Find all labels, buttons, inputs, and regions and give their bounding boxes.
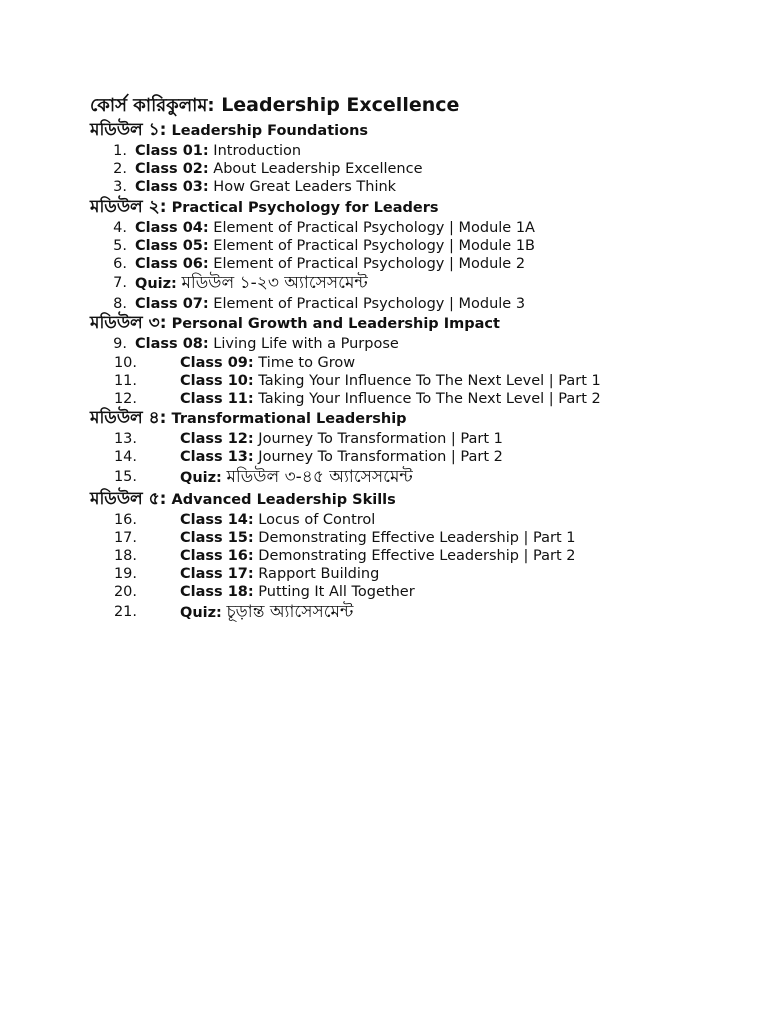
item-number: 11. <box>113 372 137 389</box>
item-number: 13. <box>113 431 137 448</box>
item-label: Class 09: <box>180 354 254 371</box>
item-label: Class 04: <box>135 219 209 236</box>
module-prefix: মডিউল ৩: <box>90 313 167 334</box>
item-text: About Leadership Excellence <box>213 161 423 178</box>
list-item <box>90 448 750 466</box>
item-label: Class 13: <box>180 449 254 466</box>
item-label: Class 10: <box>180 372 254 389</box>
module-section <box>90 313 750 408</box>
item-number: 20. <box>113 584 137 601</box>
item-label: Class 17: <box>180 566 254 583</box>
list-item <box>90 372 750 390</box>
module-heading <box>90 408 750 430</box>
item-number: 2. <box>113 161 127 178</box>
class-list <box>90 430 750 488</box>
list-item <box>90 335 750 353</box>
item-number: 1. <box>113 143 127 159</box>
item-number: 7. <box>113 275 127 292</box>
item-number: 12. <box>113 391 137 408</box>
list-item <box>90 529 750 547</box>
curriculum-document <box>90 94 750 624</box>
list-item <box>90 273 750 295</box>
item-number: 3. <box>113 179 127 196</box>
item-number: 8. <box>113 296 127 313</box>
list-item <box>90 255 750 273</box>
list-item <box>90 178 750 196</box>
module-prefix: মডিউল ৪: <box>90 408 167 429</box>
item-text: Element of Practical Psychology | Module 2 <box>213 256 526 273</box>
item-text: Putting It All Together <box>258 584 415 601</box>
item-text: Demonstrating Effective Leadership | Part 1 <box>258 529 576 546</box>
item-text: How Great Leaders Think <box>213 179 397 196</box>
item-label: Class 12: <box>180 431 254 448</box>
class-list <box>90 511 750 624</box>
item-text: Time to Grow <box>258 354 356 371</box>
module-title: Leadership Foundations <box>171 123 369 139</box>
item-text: Rapport Building <box>258 566 380 583</box>
item-number: 16. <box>113 511 137 528</box>
module-prefix: মডিউল ৫: <box>90 488 167 509</box>
item-label: Class 07: <box>135 296 209 313</box>
list-item <box>90 219 750 237</box>
item-label: Quiz: <box>135 276 177 293</box>
item-text: Element of Practical Psychology | Module 3 <box>213 296 526 313</box>
module-title: Advanced Leadership Skills <box>171 491 396 508</box>
list-item <box>90 511 750 529</box>
item-label: Class 16: <box>180 548 254 565</box>
module-heading <box>90 489 750 511</box>
item-number: 19. <box>113 566 137 583</box>
item-label: Class 01: <box>135 143 209 159</box>
list-item <box>90 354 750 372</box>
item-label: Quiz: <box>180 469 222 486</box>
item-number: 9. <box>113 336 127 353</box>
list-item <box>90 142 750 160</box>
item-label: Class 18: <box>180 584 254 601</box>
list-item <box>90 602 750 624</box>
item-number: 15. <box>113 468 137 485</box>
item-number: 21. <box>113 603 137 620</box>
item-number: 6. <box>113 256 127 273</box>
item-text: চূড়ান্ত অ্যাসেসমেন্ট <box>226 601 354 622</box>
list-item <box>90 295 750 313</box>
item-text: Demonstrating Effective Leadership | Part 2 <box>258 548 576 565</box>
class-list <box>90 335 750 408</box>
item-text: মডিউল ৩-৪৫ অ্যাসেসমেন্ট <box>226 466 413 487</box>
module-prefix: মডিউল ১: <box>90 120 167 140</box>
item-number: 17. <box>113 529 137 546</box>
item-label: Class 08: <box>135 336 209 353</box>
item-number: 4. <box>113 219 127 236</box>
module-list <box>90 120 750 624</box>
module-heading <box>90 313 750 335</box>
list-item <box>90 467 750 489</box>
item-text: Living Life with a Purpose <box>213 336 399 353</box>
module-title: Practical Psychology for Leaders <box>171 199 439 216</box>
module-prefix: মডিউল ২: <box>90 196 167 217</box>
item-number: 10. <box>113 354 137 371</box>
item-label: Class 03: <box>135 179 209 196</box>
item-text: Journey To Transformation | Part 1 <box>258 431 503 448</box>
item-text: Locus of Control <box>258 511 376 528</box>
item-text: Element of Practical Psychology | Module 1A <box>213 219 535 236</box>
item-text: মডিউল ১-২৩ অ্যাসেসমেন্ট <box>181 273 368 294</box>
item-label: Class 15: <box>180 529 254 546</box>
list-item <box>90 237 750 255</box>
module-title: Personal Growth and Leadership Impact <box>171 316 500 333</box>
class-list <box>90 142 750 197</box>
module-heading <box>90 120 750 142</box>
item-label: Class 14: <box>180 511 254 528</box>
module-section <box>90 408 750 488</box>
title-prefix: কোর্স কারিকুলাম: <box>90 95 215 116</box>
item-label: Class 05: <box>135 237 209 254</box>
title-main: Leadership Excellence <box>221 94 460 116</box>
list-item <box>90 430 750 448</box>
item-text: Introduction <box>213 143 302 159</box>
list-item <box>90 583 750 601</box>
module-title: Transformational Leadership <box>171 411 407 428</box>
list-item <box>90 547 750 565</box>
item-text: Taking Your Influence To The Next Level | Part 1 <box>258 372 601 389</box>
item-label: Class 06: <box>135 256 209 273</box>
item-label: Quiz: <box>180 604 222 621</box>
module-section <box>90 489 750 624</box>
module-heading <box>90 197 750 219</box>
item-text: Journey To Transformation | Part 2 <box>258 449 503 466</box>
item-number: 18. <box>113 548 137 565</box>
item-text: Element of Practical Psychology | Module 1B <box>213 237 535 254</box>
item-label: Class 02: <box>135 161 209 178</box>
item-number: 14. <box>113 449 137 466</box>
list-item <box>90 565 750 583</box>
item-number: 5. <box>113 237 127 254</box>
class-list <box>90 219 750 314</box>
item-label: Class 11: <box>180 391 254 408</box>
list-item <box>90 160 750 178</box>
module-section <box>90 120 750 197</box>
item-text: Taking Your Influence To The Next Level | Part 2 <box>258 391 601 408</box>
page-title <box>90 94 750 117</box>
module-section <box>90 197 750 314</box>
list-item <box>90 390 750 408</box>
